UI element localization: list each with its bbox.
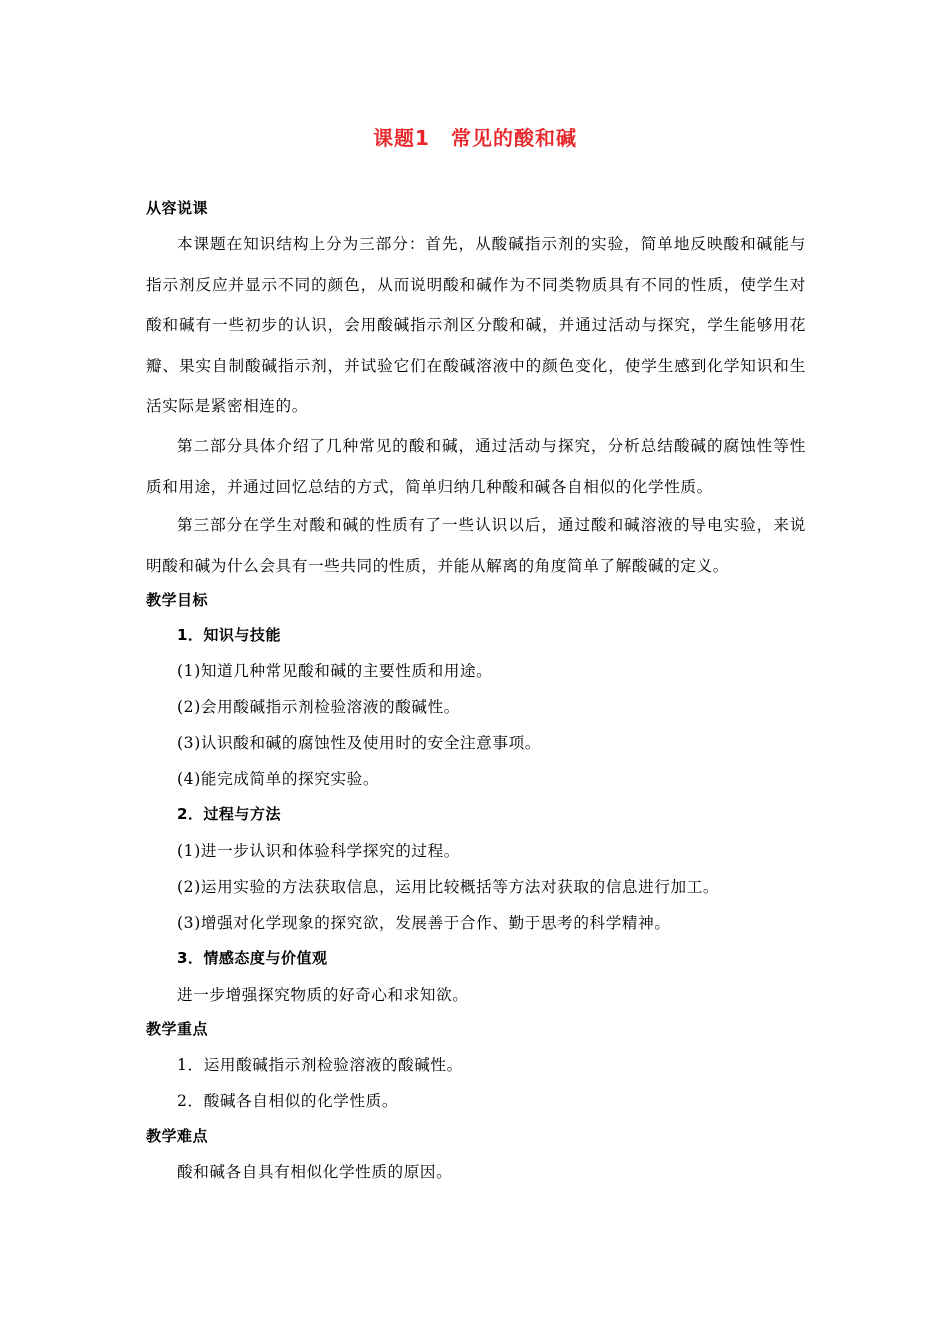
goal-item: (2)运用实验的方法获取信息，运用比较概括等方法对获取的信息进行加工。: [177, 878, 720, 896]
section-heading-nandian: 教学难点: [146, 1127, 209, 1145]
goal-item: (1)进一步认识和体验科学探究的过程。: [177, 842, 460, 860]
goal-item: (3)增强对化学现象的探究欲，发展善于合作、勤于思考的科学精神。: [177, 914, 671, 932]
key-point-item: 2．酸碱各自相似的化学性质。: [177, 1092, 399, 1110]
goal-text-attitude: 进一步增强探究物质的好奇心和求知欲。: [177, 986, 469, 1004]
page-title: 课题1 常见的酸和碱: [373, 126, 577, 150]
goal-item: (2)会用酸碱指示剂检验溶液的酸碱性。: [177, 698, 460, 716]
section-heading-shuoke: 从容说课: [146, 199, 209, 217]
goal-item: (4)能完成简单的探究实验。: [177, 770, 380, 788]
goal-heading-process: 2．过程与方法: [177, 805, 281, 823]
goal-heading-attitude: 3．情感态度与价值观: [177, 949, 328, 967]
paragraph-shuoke-3: 第三部分在学生对酸和碱的性质有了一些认识以后，通过酸和碱溶液的导电实验，来说明酸和碱为什么会具有一些共同的性质，并能从解离的角度简单了解酸碱的定义。: [146, 516, 806, 575]
key-point-item: 1．运用酸碱指示剂检验溶液的酸碱性。: [177, 1056, 463, 1074]
paragraph-shuoke-2: 第二部分具体介绍了几种常见的酸和碱，通过活动与探究，分析总结酸碱的腐蚀性等性质和用途，并通过回忆总结的方式，简单归纳几种酸和碱各自相似的化学性质。: [146, 437, 806, 496]
goal-heading-knowledge: 1．知识与技能: [177, 626, 281, 644]
difficulty-text: 酸和碱各自具有相似化学性质的原因。: [177, 1163, 453, 1181]
section-heading-zhongdian: 教学重点: [146, 1020, 209, 1038]
paragraph-shuoke-1: 本课题在知识结构上分为三部分：首先，从酸碱指示剂的实验，简单地反映酸和碱能与指示剂反应并显示不同的颜色，从而说明酸和碱作为不同类物质具有不同的性质，使学生对酸和碱有一些初步的认识，会用酸碱指示剂区分酸和碱，并通过活动与探究，学生能够用花瓣、果实自制酸碱指示剂，并试验它们在酸碱溶液中的颜色变化，使学生感到化学知识和生活实际是紧密相连的。: [146, 235, 806, 415]
goal-item: (3)认识酸和碱的腐蚀性及使用时的安全注意事项。: [177, 734, 541, 752]
goal-item: (1)知道几种常见酸和碱的主要性质和用途。: [177, 662, 493, 680]
section-heading-mubiao: 教学目标: [146, 591, 209, 609]
